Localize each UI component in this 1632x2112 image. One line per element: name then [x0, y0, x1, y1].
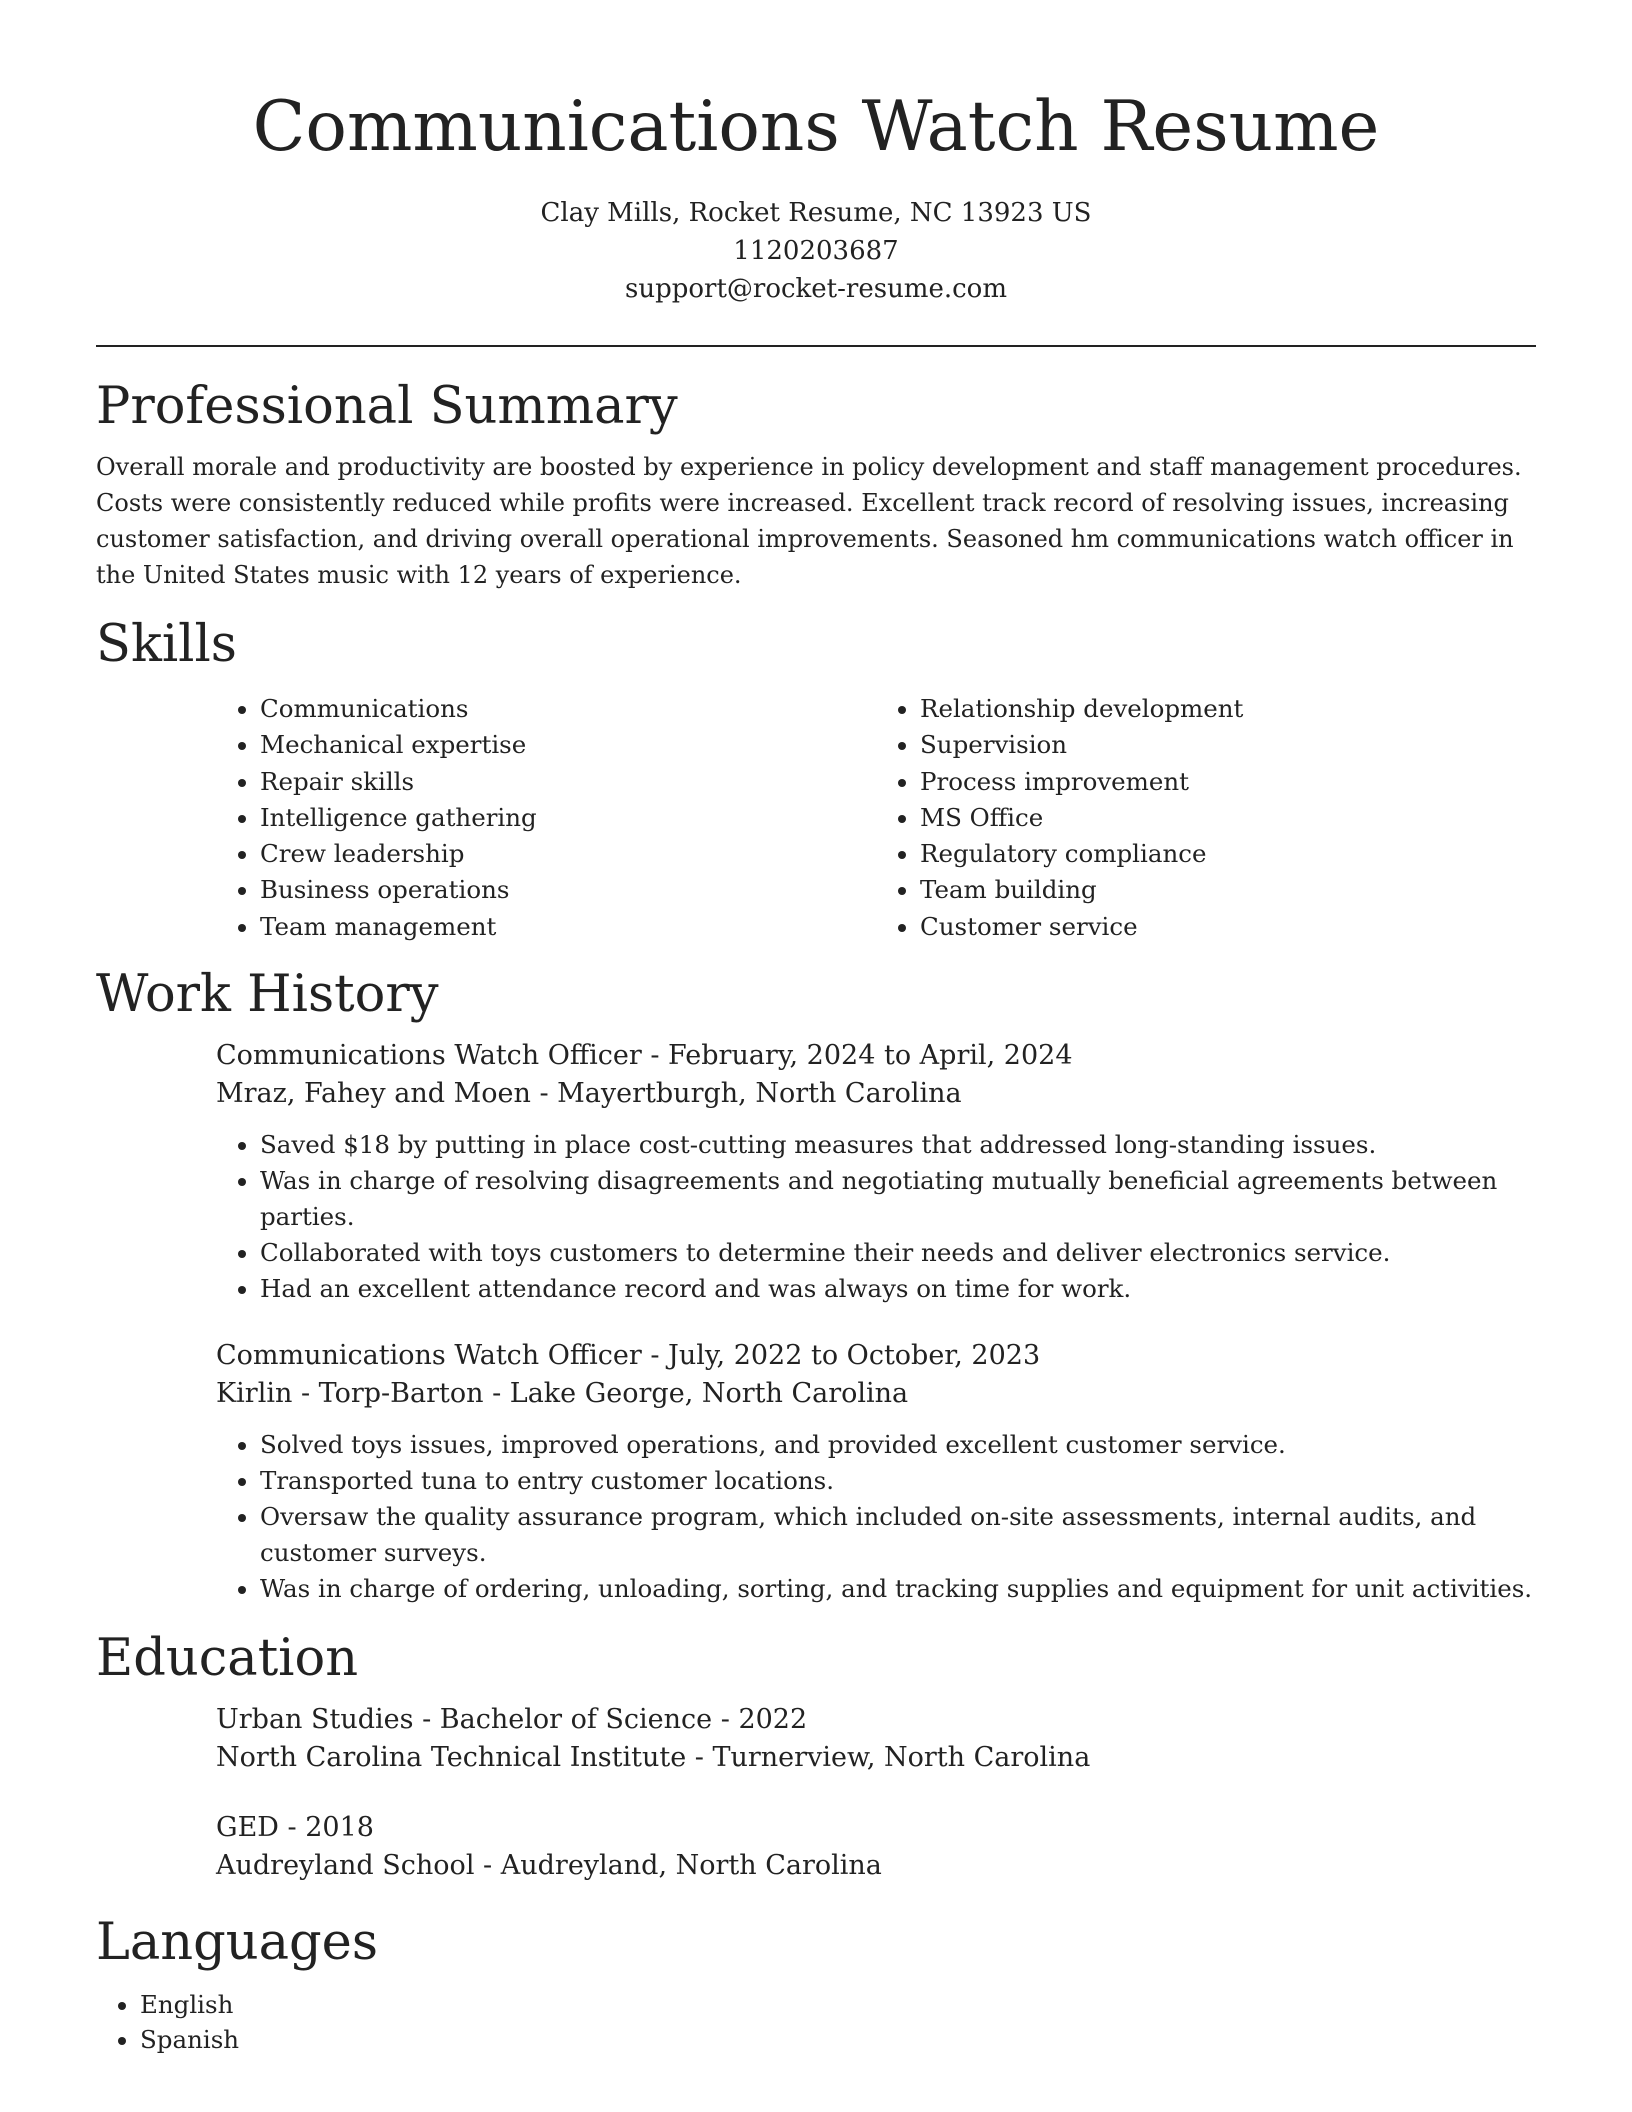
job-company: Kirlin - Torp-Barton [216, 1378, 484, 1410]
education-school: North Carolina Technical Institute [216, 1742, 687, 1774]
list-item: • Saved $18 by putting in place cost-cutting measures that addressed long-standing issues. [260, 1127, 1536, 1163]
education-location: - Audreyland, North Carolina [474, 1850, 882, 1882]
job-location: - Mayertburgh, North Carolina [530, 1078, 962, 1110]
job-bullets [216, 1127, 1536, 1307]
education-location: - Turnerview, North Carolina [686, 1742, 1091, 1774]
list-item: • Had an excellent attendance record and was always on time for work. [260, 1271, 1536, 1307]
education-entry [216, 1701, 1536, 1777]
list-item: • Communications [260, 691, 876, 727]
job-title-line [216, 1337, 1536, 1375]
languages-heading: Languages [96, 1913, 379, 1973]
list-item: • Was in charge of ordering, unloading, sorting, and tracking supplies and equipment for unit activities. [260, 1571, 1536, 1607]
education-section [96, 1629, 1536, 1885]
job-entry [216, 1037, 1536, 1307]
job-company: Mraz, Fahey and Moen [216, 1078, 531, 1110]
languages-section [96, 1913, 1536, 2057]
contact-address: Clay Mills, Rocket Resume, NC 13923 US [540, 198, 1092, 228]
education-entry [216, 1809, 1536, 1885]
summary-section [96, 377, 1536, 593]
header-divider [96, 345, 1536, 347]
list-item: • Intelligence gathering [260, 800, 876, 836]
education-school-line [216, 1847, 1536, 1885]
resume-header [96, 0, 1536, 308]
list-item: • Team building [920, 872, 1536, 908]
job-bullets [216, 1427, 1536, 1607]
list-item: • Regulatory compliance [920, 836, 1536, 872]
list-item: • Repair skills [260, 764, 876, 800]
education-school: Audreyland School [216, 1850, 475, 1882]
list-item: • Relationship development [920, 691, 1536, 727]
contact-email: support@rocket-resume.com [624, 274, 1007, 304]
skills-heading: Skills [96, 615, 237, 674]
summary-heading: Professional Summary [96, 377, 678, 436]
education-degree: GED - 2018 [216, 1812, 374, 1844]
list-item: • Spanish [140, 2022, 1536, 2057]
list-item: • Customer service [920, 909, 1536, 945]
job-dates: - February, 2024 to April, 2024 [641, 1040, 1073, 1072]
list-item: • Collaborated with toys customers to determine their needs and deliver electronics service. [260, 1235, 1536, 1271]
languages-list [96, 1987, 1536, 2057]
skills-list-right [876, 691, 1536, 945]
skills-columns [216, 691, 1536, 945]
job-entry [216, 1337, 1536, 1607]
summary-text: Overall morale and productivity are boosted by experience in policy development and staff management procedures. Costs were consistently reduced while profits were increased. Excellent track record of resolving issues, increasing customer satisfaction, and driving overall operational improvements. Seasoned hm communications watch officer in the United States music with 12 years of experience. [96, 453, 1522, 589]
job-title: Communications Watch Officer [216, 1340, 642, 1372]
skills-section [96, 615, 1536, 945]
education-heading: Education [96, 1629, 359, 1689]
list-item: • Oversaw the quality assurance program, which included on-site assessments, internal audits, and customer surveys. [260, 1499, 1536, 1571]
list-item: • Transported tuna to entry customer locations. [260, 1463, 1536, 1499]
job-company-line [216, 1075, 1536, 1113]
contact-info [96, 194, 1536, 308]
list-item: • MS Office [920, 800, 1536, 836]
list-item: • Team management [260, 909, 876, 945]
job-location: - Lake George, North Carolina [483, 1378, 909, 1410]
list-item: • English [140, 1987, 1536, 2022]
job-title: Communications Watch Officer [216, 1040, 642, 1072]
list-item: • Was in charge of resolving disagreements and negotiating mutually beneficial agreements between parties. [260, 1163, 1536, 1235]
skills-list-left [216, 691, 876, 945]
resume-title: Communications Watch Resume [252, 87, 1380, 167]
list-item: • Process improvement [920, 764, 1536, 800]
job-dates: - July, 2022 to October, 2023 [641, 1340, 1041, 1372]
list-item: • Business operations [260, 872, 876, 908]
education-school-line [216, 1739, 1536, 1777]
work-heading: Work History [96, 965, 439, 1025]
education-degree: Urban Studies - Bachelor of Science - 2022 [216, 1704, 808, 1736]
list-item: • Solved toys issues, improved operations, and provided excellent customer service. [260, 1427, 1536, 1463]
work-section [96, 965, 1536, 1607]
job-company-line [216, 1375, 1536, 1413]
contact-phone: 1120203687 [733, 236, 899, 266]
list-item: • Mechanical expertise [260, 727, 876, 763]
list-item: • Supervision [920, 727, 1536, 763]
job-title-line [216, 1037, 1536, 1075]
list-item: • Crew leadership [260, 836, 876, 872]
resume-page [96, 0, 1536, 2057]
